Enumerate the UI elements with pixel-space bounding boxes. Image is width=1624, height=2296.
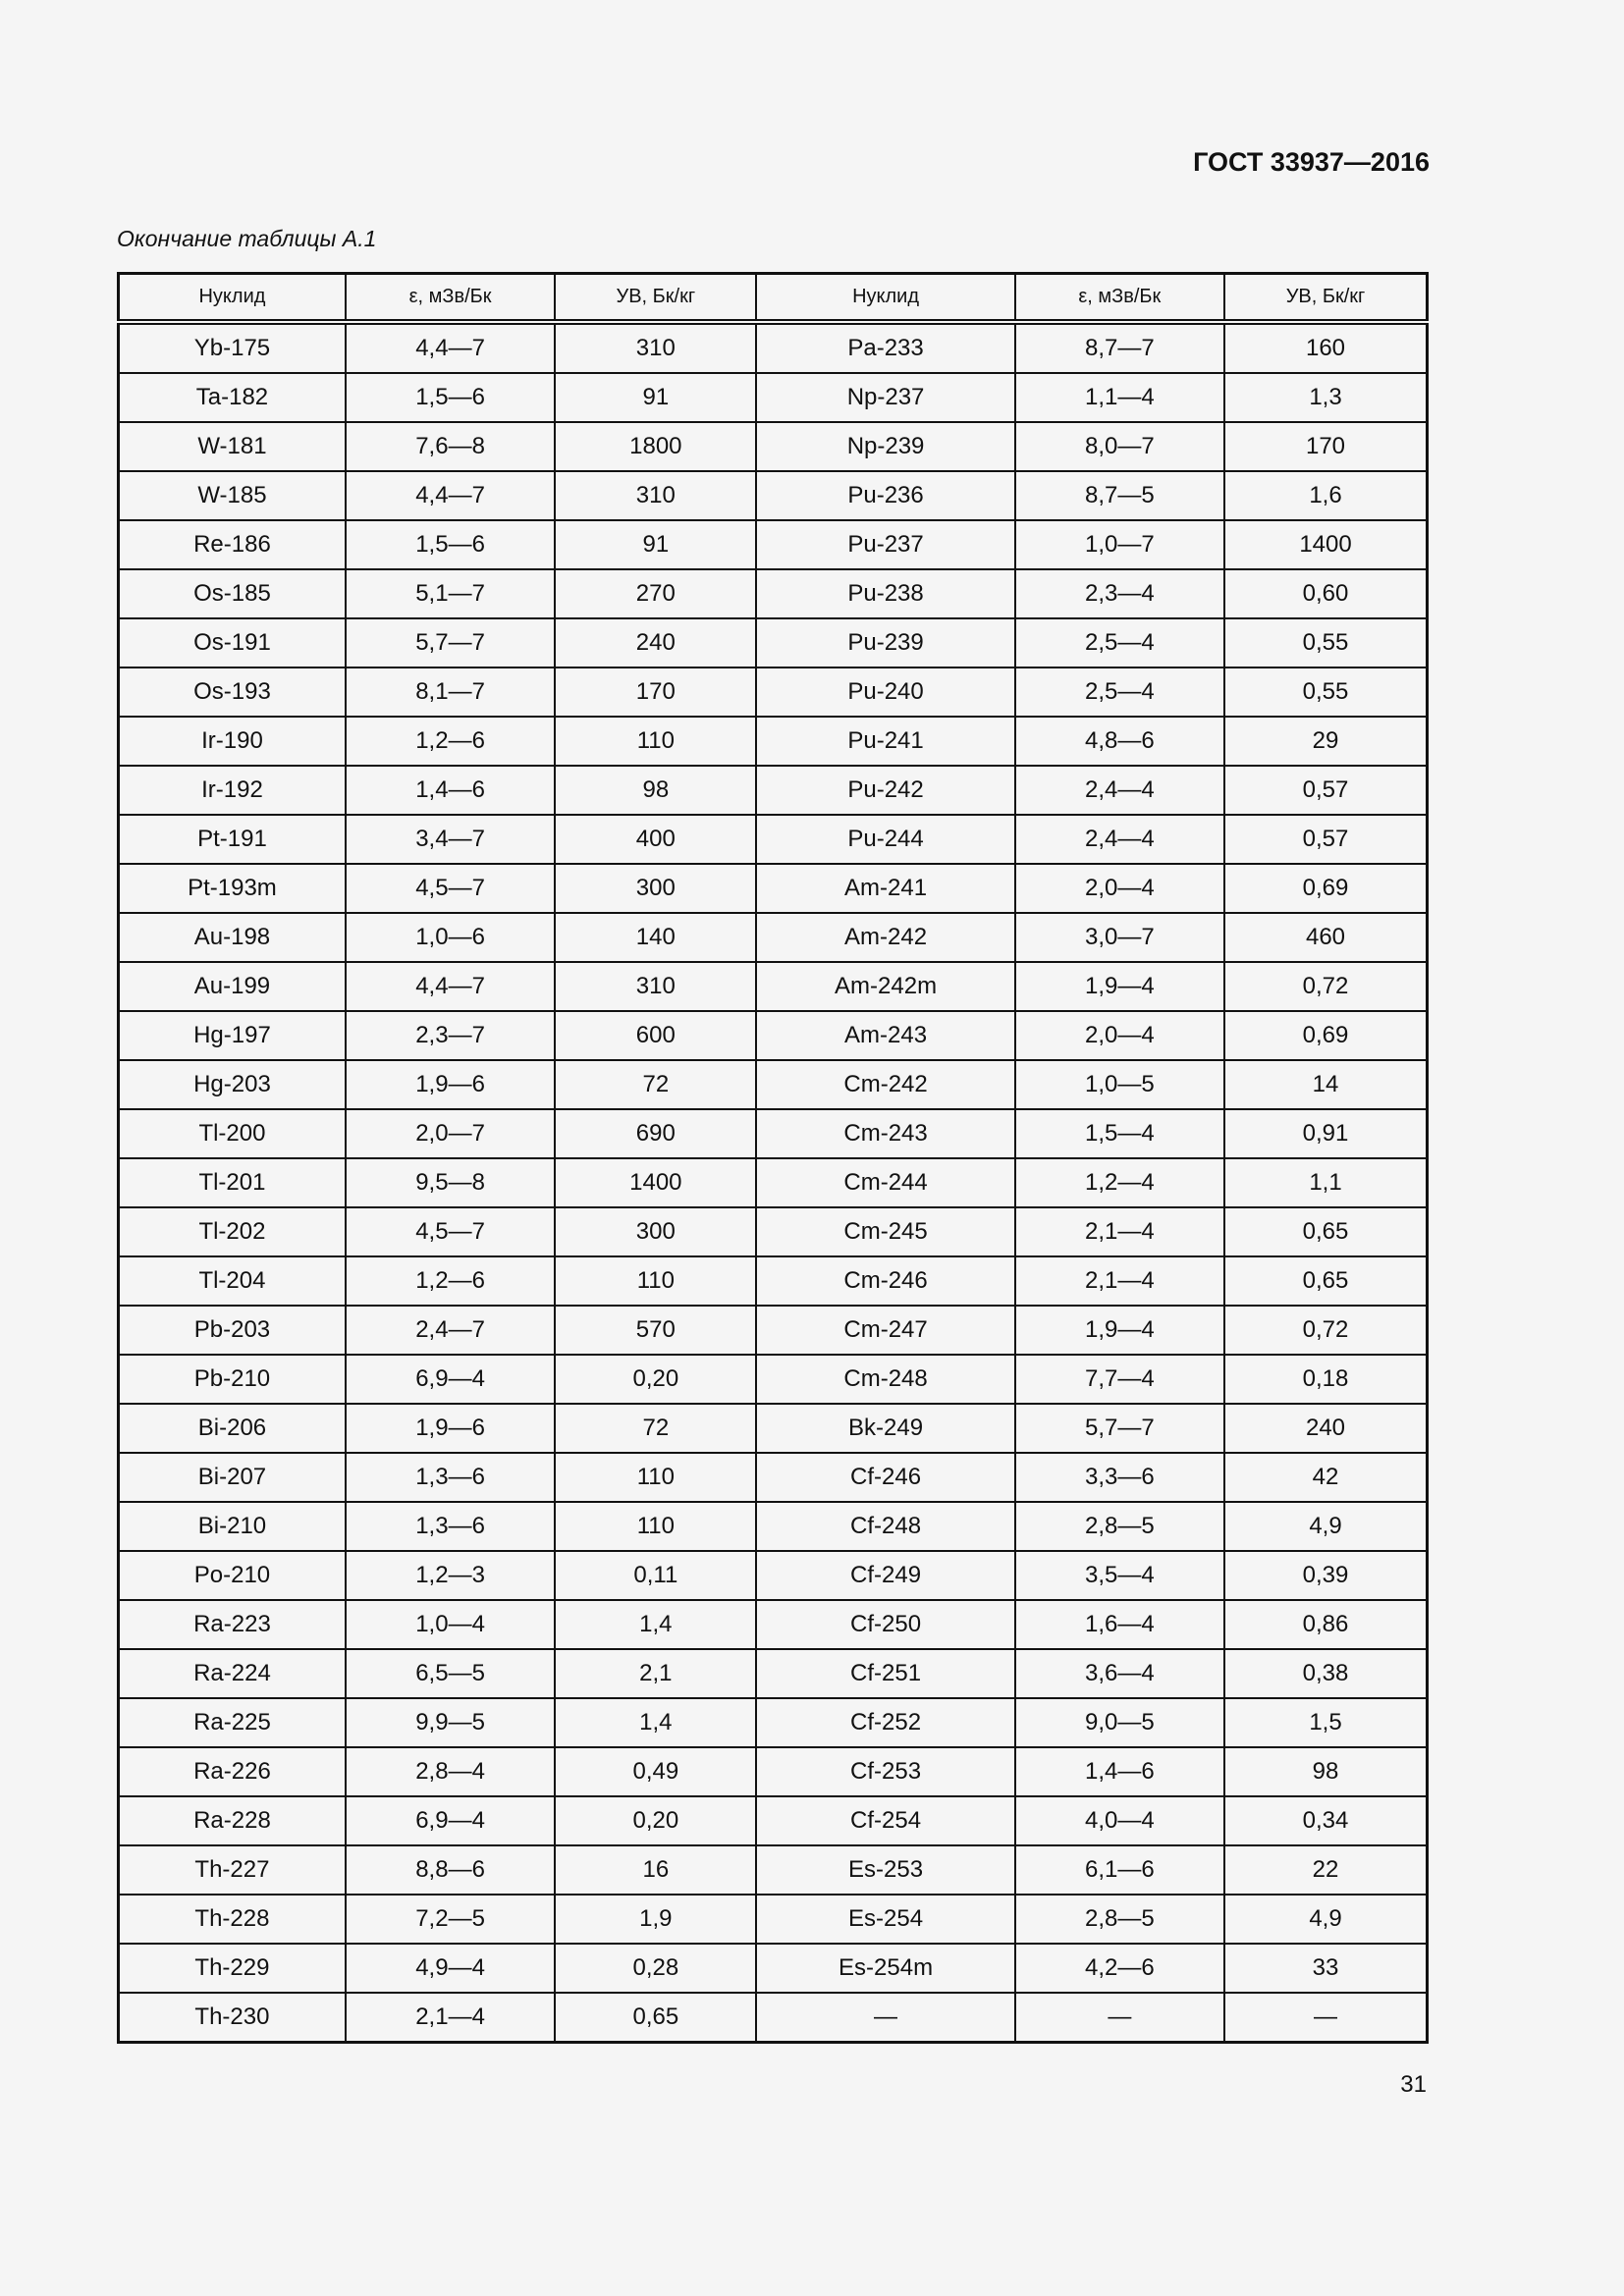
- table-row: [119, 864, 1428, 913]
- table-cell: 1,3—6: [346, 1502, 555, 1551]
- table-cell: Es-253: [756, 1845, 1014, 1895]
- table-cell: 1,0—6: [346, 913, 555, 962]
- table-row: [119, 1551, 1428, 1600]
- table-cell: 3,5—4: [1015, 1551, 1224, 1600]
- table-cell: Tl-202: [119, 1207, 346, 1256]
- column-header: ε, мЗв/Бк: [346, 274, 555, 323]
- table-cell: 0,55: [1224, 618, 1427, 667]
- table-cell: —: [1224, 1993, 1427, 2043]
- table-cell: 2,4—7: [346, 1306, 555, 1355]
- table-caption: Окончание таблицы А.1: [117, 226, 377, 251]
- table-cell: Ra-224: [119, 1649, 346, 1698]
- table-cell: 2,0—4: [1015, 864, 1224, 913]
- table-cell: 1,0—7: [1015, 520, 1224, 569]
- table-cell: Es-254: [756, 1895, 1014, 1944]
- table-cell: 1,2—6: [346, 717, 555, 766]
- table-row: [119, 1600, 1428, 1649]
- table-cell: 14: [1224, 1060, 1427, 1109]
- table-row: [119, 520, 1428, 569]
- column-header: ε, мЗв/Бк: [1015, 274, 1224, 323]
- table-row: [119, 1158, 1428, 1207]
- table-cell: 1,4—6: [1015, 1747, 1224, 1796]
- table-cell: 2,8—5: [1015, 1502, 1224, 1551]
- table-cell: 110: [555, 1502, 756, 1551]
- table-cell: 3,3—6: [1015, 1453, 1224, 1502]
- table-cell: 2,1: [555, 1649, 756, 1698]
- table-cell: Cf-251: [756, 1649, 1014, 1698]
- table-cell: 0,65: [1224, 1207, 1427, 1256]
- table-cell: Cm-248: [756, 1355, 1014, 1404]
- table-cell: 160: [1224, 322, 1427, 373]
- table-cell: 0,60: [1224, 569, 1427, 618]
- table-cell: Pa-233: [756, 322, 1014, 373]
- table-cell: Ir-190: [119, 717, 346, 766]
- table-cell: 6,5—5: [346, 1649, 555, 1698]
- table-cell: Tl-201: [119, 1158, 346, 1207]
- table-cell: Pb-203: [119, 1306, 346, 1355]
- table-cell: 1,5—6: [346, 520, 555, 569]
- table-cell: 8,1—7: [346, 667, 555, 717]
- table-cell: Pu-241: [756, 717, 1014, 766]
- table-row: [119, 322, 1428, 373]
- table-cell: 1,9: [555, 1895, 756, 1944]
- table-cell: 4,9: [1224, 1895, 1427, 1944]
- table-row: [119, 913, 1428, 962]
- table-cell: 8,7—5: [1015, 471, 1224, 520]
- table-cell: 690: [555, 1109, 756, 1158]
- table-cell: 1800: [555, 422, 756, 471]
- table-cell: Bi-206: [119, 1404, 346, 1453]
- table-cell: 0,57: [1224, 815, 1427, 864]
- table-cell: 4,5—7: [346, 864, 555, 913]
- table-cell: 4,9: [1224, 1502, 1427, 1551]
- table-row: [119, 1502, 1428, 1551]
- table-cell: Cm-244: [756, 1158, 1014, 1207]
- table-cell: 3,0—7: [1015, 913, 1224, 962]
- table-cell: Tl-200: [119, 1109, 346, 1158]
- table-cell: 310: [555, 471, 756, 520]
- table-cell: 1,5: [1224, 1698, 1427, 1747]
- table-cell: Re-186: [119, 520, 346, 569]
- table-cell: Pu-242: [756, 766, 1014, 815]
- table-cell: 0,20: [555, 1796, 756, 1845]
- table-cell: 1,9—4: [1015, 1306, 1224, 1355]
- table-cell: Np-237: [756, 373, 1014, 422]
- table-cell: 6,1—6: [1015, 1845, 1224, 1895]
- table-cell: 0,28: [555, 1944, 756, 1993]
- column-header: Нуклид: [119, 274, 346, 323]
- table-cell: Pu-244: [756, 815, 1014, 864]
- table-cell: Cm-243: [756, 1109, 1014, 1158]
- table-cell: 1,6: [1224, 471, 1427, 520]
- nuclide-table: [117, 272, 1429, 2044]
- table-cell: Hg-197: [119, 1011, 346, 1060]
- table-row: [119, 1796, 1428, 1845]
- column-header: Нуклид: [756, 274, 1014, 323]
- table-cell: 1,0—5: [1015, 1060, 1224, 1109]
- table-cell: 7,2—5: [346, 1895, 555, 1944]
- column-header: УВ, Бк/кг: [555, 274, 756, 323]
- table-cell: Es-254m: [756, 1944, 1014, 1993]
- table-cell: Cf-248: [756, 1502, 1014, 1551]
- table-row: [119, 1747, 1428, 1796]
- table-cell: Pu-238: [756, 569, 1014, 618]
- table-cell: 1,5—6: [346, 373, 555, 422]
- table-cell: 570: [555, 1306, 756, 1355]
- table-body: [119, 322, 1428, 2043]
- table-cell: 42: [1224, 1453, 1427, 1502]
- table-row: [119, 667, 1428, 717]
- table-cell: 2,5—4: [1015, 667, 1224, 717]
- table-cell: Pt-193m: [119, 864, 346, 913]
- table-cell: Au-198: [119, 913, 346, 962]
- table-cell: 400: [555, 815, 756, 864]
- table-cell: 29: [1224, 717, 1427, 766]
- table-cell: 4,9—4: [346, 1944, 555, 1993]
- table-cell: 8,0—7: [1015, 422, 1224, 471]
- table-cell: 2,4—4: [1015, 815, 1224, 864]
- table-cell: 1,2—6: [346, 1256, 555, 1306]
- table-cell: Os-185: [119, 569, 346, 618]
- table-cell: 0,57: [1224, 766, 1427, 815]
- table-cell: Pb-210: [119, 1355, 346, 1404]
- table-cell: 0,55: [1224, 667, 1427, 717]
- table-row: [119, 1306, 1428, 1355]
- table-cell: 22: [1224, 1845, 1427, 1895]
- table-cell: Cf-246: [756, 1453, 1014, 1502]
- table-row: [119, 1649, 1428, 1698]
- table-cell: Am-242: [756, 913, 1014, 962]
- table-cell: 110: [555, 1453, 756, 1502]
- table-cell: 9,9—5: [346, 1698, 555, 1747]
- table-cell: 2,1—4: [1015, 1207, 1224, 1256]
- table-cell: Ra-225: [119, 1698, 346, 1747]
- table-cell: 2,1—4: [346, 1993, 555, 2043]
- table-cell: Cf-249: [756, 1551, 1014, 1600]
- table-cell: W-181: [119, 422, 346, 471]
- table-cell: 5,1—7: [346, 569, 555, 618]
- table-row: [119, 1060, 1428, 1109]
- table-row: [119, 422, 1428, 471]
- table-cell: 2,8—5: [1015, 1895, 1224, 1944]
- table-cell: 0,69: [1224, 864, 1427, 913]
- table-cell: 170: [555, 667, 756, 717]
- table-cell: 270: [555, 569, 756, 618]
- table-cell: 0,38: [1224, 1649, 1427, 1698]
- table-cell: 4,8—6: [1015, 717, 1224, 766]
- table-cell: Cf-250: [756, 1600, 1014, 1649]
- table-row: [119, 1453, 1428, 1502]
- table-cell: 9,0—5: [1015, 1698, 1224, 1747]
- table-cell: 5,7—7: [1015, 1404, 1224, 1453]
- table-row: [119, 1845, 1428, 1895]
- table-cell: Am-243: [756, 1011, 1014, 1060]
- table-cell: Cm-247: [756, 1306, 1014, 1355]
- table-cell: —: [756, 1993, 1014, 2043]
- table-cell: Ra-223: [119, 1600, 346, 1649]
- table-cell: Cf-253: [756, 1747, 1014, 1796]
- table-cell: 6,9—4: [346, 1796, 555, 1845]
- table-cell: 8,8—6: [346, 1845, 555, 1895]
- table-cell: 4,5—7: [346, 1207, 555, 1256]
- table-cell: Pu-237: [756, 520, 1014, 569]
- table-row: [119, 766, 1428, 815]
- table-cell: Os-193: [119, 667, 346, 717]
- table-cell: 0,65: [1224, 1256, 1427, 1306]
- table-cell: 1,6—4: [1015, 1600, 1224, 1649]
- table-row: [119, 1993, 1428, 2043]
- table-cell: Th-229: [119, 1944, 346, 1993]
- table-row: [119, 717, 1428, 766]
- table-cell: 1,9—6: [346, 1404, 555, 1453]
- table-cell: Au-199: [119, 962, 346, 1011]
- table-cell: Am-241: [756, 864, 1014, 913]
- table-cell: Cm-245: [756, 1207, 1014, 1256]
- table-cell: 460: [1224, 913, 1427, 962]
- table-cell: Pu-240: [756, 667, 1014, 717]
- table-cell: 4,4—7: [346, 962, 555, 1011]
- table-cell: 91: [555, 520, 756, 569]
- table-cell: 170: [1224, 422, 1427, 471]
- table-cell: 6,9—4: [346, 1355, 555, 1404]
- table-cell: 1,9—6: [346, 1060, 555, 1109]
- table-cell: 16: [555, 1845, 756, 1895]
- table-cell: 98: [555, 766, 756, 815]
- table-cell: Cm-242: [756, 1060, 1014, 1109]
- table-cell: Th-228: [119, 1895, 346, 1944]
- table-row: [119, 1207, 1428, 1256]
- table-cell: 5,7—7: [346, 618, 555, 667]
- table-cell: 0,39: [1224, 1551, 1427, 1600]
- table-row: [119, 1355, 1428, 1404]
- table-cell: 2,5—4: [1015, 618, 1224, 667]
- table-row: [119, 373, 1428, 422]
- table-cell: 0,49: [555, 1747, 756, 1796]
- table-cell: 0,86: [1224, 1600, 1427, 1649]
- table-cell: 7,7—4: [1015, 1355, 1224, 1404]
- table-cell: 0,20: [555, 1355, 756, 1404]
- table-row: [119, 1109, 1428, 1158]
- table-cell: 1,2—3: [346, 1551, 555, 1600]
- table-cell: 1,4—6: [346, 766, 555, 815]
- table-cell: Th-227: [119, 1845, 346, 1895]
- table-cell: Ra-226: [119, 1747, 346, 1796]
- table-cell: 1,5—4: [1015, 1109, 1224, 1158]
- document-id: ГОСТ 33937—2016: [1193, 147, 1430, 177]
- table-cell: 1,1: [1224, 1158, 1427, 1207]
- table-header-row: [119, 274, 1428, 323]
- table-cell: Os-191: [119, 618, 346, 667]
- table-cell: 91: [555, 373, 756, 422]
- table-row: [119, 1256, 1428, 1306]
- table-cell: Hg-203: [119, 1060, 346, 1109]
- table-cell: W-185: [119, 471, 346, 520]
- table-cell: Bk-249: [756, 1404, 1014, 1453]
- table-cell: —: [1015, 1993, 1224, 2043]
- table-cell: 310: [555, 962, 756, 1011]
- table-row: [119, 1895, 1428, 1944]
- table-cell: 0,65: [555, 1993, 756, 2043]
- table-cell: Bi-207: [119, 1453, 346, 1502]
- table-cell: Cf-254: [756, 1796, 1014, 1845]
- table-cell: 3,4—7: [346, 815, 555, 864]
- table-cell: Ta-182: [119, 373, 346, 422]
- table-cell: 300: [555, 1207, 756, 1256]
- table-cell: 140: [555, 913, 756, 962]
- table-cell: 300: [555, 864, 756, 913]
- table-row: [119, 1944, 1428, 1993]
- table-cell: 2,0—4: [1015, 1011, 1224, 1060]
- table-cell: Bi-210: [119, 1502, 346, 1551]
- table-cell: 1,9—4: [1015, 962, 1224, 1011]
- table-row: [119, 618, 1428, 667]
- table-cell: 33: [1224, 1944, 1427, 1993]
- table-cell: 1,4: [555, 1600, 756, 1649]
- table-cell: 240: [1224, 1404, 1427, 1453]
- table-cell: 0,69: [1224, 1011, 1427, 1060]
- table-cell: Ir-192: [119, 766, 346, 815]
- table-cell: 240: [555, 618, 756, 667]
- table-cell: 0,18: [1224, 1355, 1427, 1404]
- table-cell: 1,3: [1224, 373, 1427, 422]
- table-cell: Pu-236: [756, 471, 1014, 520]
- table-row: [119, 1698, 1428, 1747]
- table-cell: 2,8—4: [346, 1747, 555, 1796]
- table-cell: 1400: [1224, 520, 1427, 569]
- table-cell: 1,2—4: [1015, 1158, 1224, 1207]
- table-cell: 7,6—8: [346, 422, 555, 471]
- table-cell: 9,5—8: [346, 1158, 555, 1207]
- table-cell: 0,34: [1224, 1796, 1427, 1845]
- table-row: [119, 815, 1428, 864]
- table-cell: 98: [1224, 1747, 1427, 1796]
- table-cell: 72: [555, 1060, 756, 1109]
- table-row: [119, 1011, 1428, 1060]
- table-cell: Po-210: [119, 1551, 346, 1600]
- table-cell: 110: [555, 717, 756, 766]
- table-row: [119, 569, 1428, 618]
- table-cell: Ra-228: [119, 1796, 346, 1845]
- table-cell: 0,91: [1224, 1109, 1427, 1158]
- table-row: [119, 1404, 1428, 1453]
- table-cell: 1,1—4: [1015, 373, 1224, 422]
- table-cell: 4,4—7: [346, 471, 555, 520]
- table-cell: Yb-175: [119, 322, 346, 373]
- table-cell: 2,3—7: [346, 1011, 555, 1060]
- table-cell: 3,6—4: [1015, 1649, 1224, 1698]
- table-cell: Tl-204: [119, 1256, 346, 1306]
- table-cell: 8,7—7: [1015, 322, 1224, 373]
- page-number: 31: [1400, 2071, 1427, 2098]
- table-cell: Np-239: [756, 422, 1014, 471]
- table-cell: 0,72: [1224, 1306, 1427, 1355]
- table-cell: 0,11: [555, 1551, 756, 1600]
- table-cell: 2,3—4: [1015, 569, 1224, 618]
- table-cell: 110: [555, 1256, 756, 1306]
- table-row: [119, 471, 1428, 520]
- table-cell: 600: [555, 1011, 756, 1060]
- table-cell: 1,3—6: [346, 1453, 555, 1502]
- table-cell: 2,1—4: [1015, 1256, 1224, 1306]
- table-row: [119, 962, 1428, 1011]
- table-cell: 4,0—4: [1015, 1796, 1224, 1845]
- table-cell: 1,0—4: [346, 1600, 555, 1649]
- table-cell: 1,4: [555, 1698, 756, 1747]
- table-cell: 4,4—7: [346, 322, 555, 373]
- table-cell: Cm-246: [756, 1256, 1014, 1306]
- table-cell: 72: [555, 1404, 756, 1453]
- table-cell: Am-242m: [756, 962, 1014, 1011]
- table-cell: 2,0—7: [346, 1109, 555, 1158]
- table-cell: 1400: [555, 1158, 756, 1207]
- table-cell: 2,4—4: [1015, 766, 1224, 815]
- table-cell: 0,72: [1224, 962, 1427, 1011]
- column-header: УВ, Бк/кг: [1224, 274, 1427, 323]
- table-cell: Pt-191: [119, 815, 346, 864]
- table-cell: 310: [555, 322, 756, 373]
- table-cell: Cf-252: [756, 1698, 1014, 1747]
- table-cell: 4,2—6: [1015, 1944, 1224, 1993]
- table-cell: Pu-239: [756, 618, 1014, 667]
- table-cell: Th-230: [119, 1993, 346, 2043]
